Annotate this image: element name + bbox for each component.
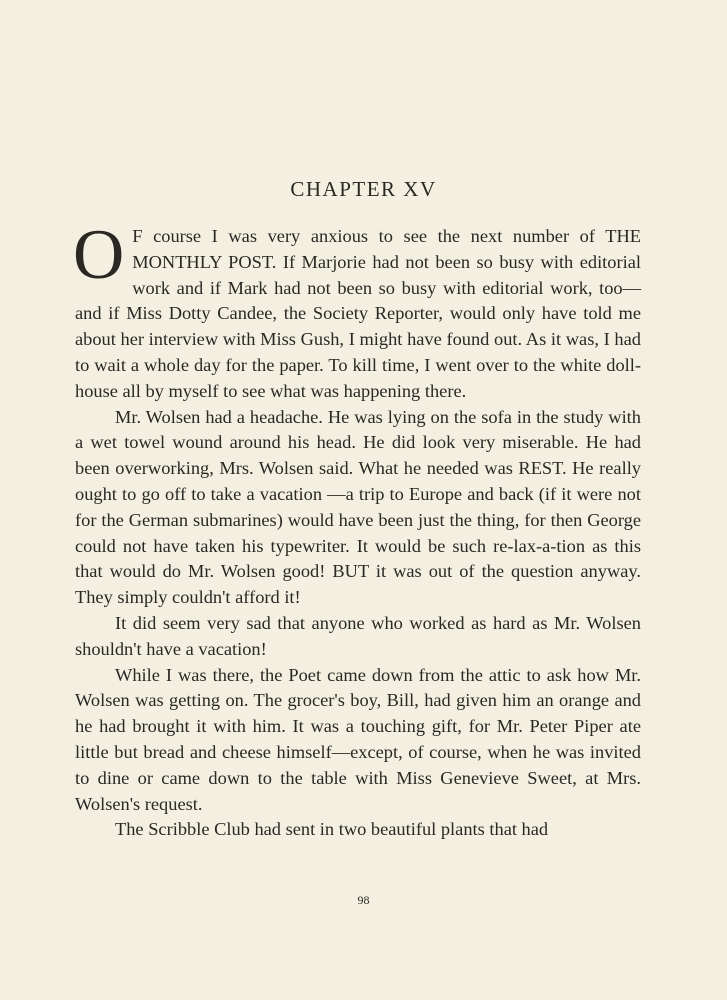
paragraph-4: While I was there, the Poet came down from the attic to ask how Mr. Wolsen was getting on. The grocer's boy, Bill, had given him an orange and he had brought it with him. It was a touching gift, for Mr. Peter Piper ate little but bread and cheese himself—except, of course, when he was invited to dine or came down to the table with Miss Genevieve Sweet, at Mrs. Wolsen's request. bbox=[75, 664, 641, 814]
paragraph-1-text: F course I was very anxious to see the next number of THE MONTHLY POST. If Marjorie had not been so busy with editorial work and if Mark had not been so busy with editorial work, too—and if Miss Dotty Candee, the Society Reporter, would only have told me about her interview with Miss Gush, I might have found out. As it was, I had to wait a whole day for the paper. To kill time, I went over to the white doll-house all by myself to see what was happening there. bbox=[75, 226, 641, 401]
drop-cap: O bbox=[73, 216, 125, 294]
body-text bbox=[73, 216, 641, 843]
paragraph-2: Mr. Wolsen had a headache. He was lying on the sofa in the study with a wet towel wound around his head. He did look very miserable. He had been overworking, Mrs. Wolsen said. What he needed was REST. He really ought to go off to take a vacation —a trip to Europe and back (if it were not for the German submarines) would have been just the thing, for then George could not have taken his typewriter. It would be such re-lax-a-tion as this that would do Mr. Wolsen good! BUT it was out of the question anyway. They simply couldn't afford it! bbox=[75, 406, 641, 608]
paragraph-3: It did seem very sad that anyone who worked as hard as Mr. Wolsen shouldn't have a vacation! bbox=[75, 612, 641, 659]
page-number: 98 bbox=[357, 893, 370, 907]
chapter-heading: CHAPTER XV bbox=[290, 177, 437, 201]
paragraph-1 bbox=[73, 216, 641, 405]
paragraph-5: The Scribble Club had sent in two beautiful plants that had bbox=[115, 819, 549, 840]
